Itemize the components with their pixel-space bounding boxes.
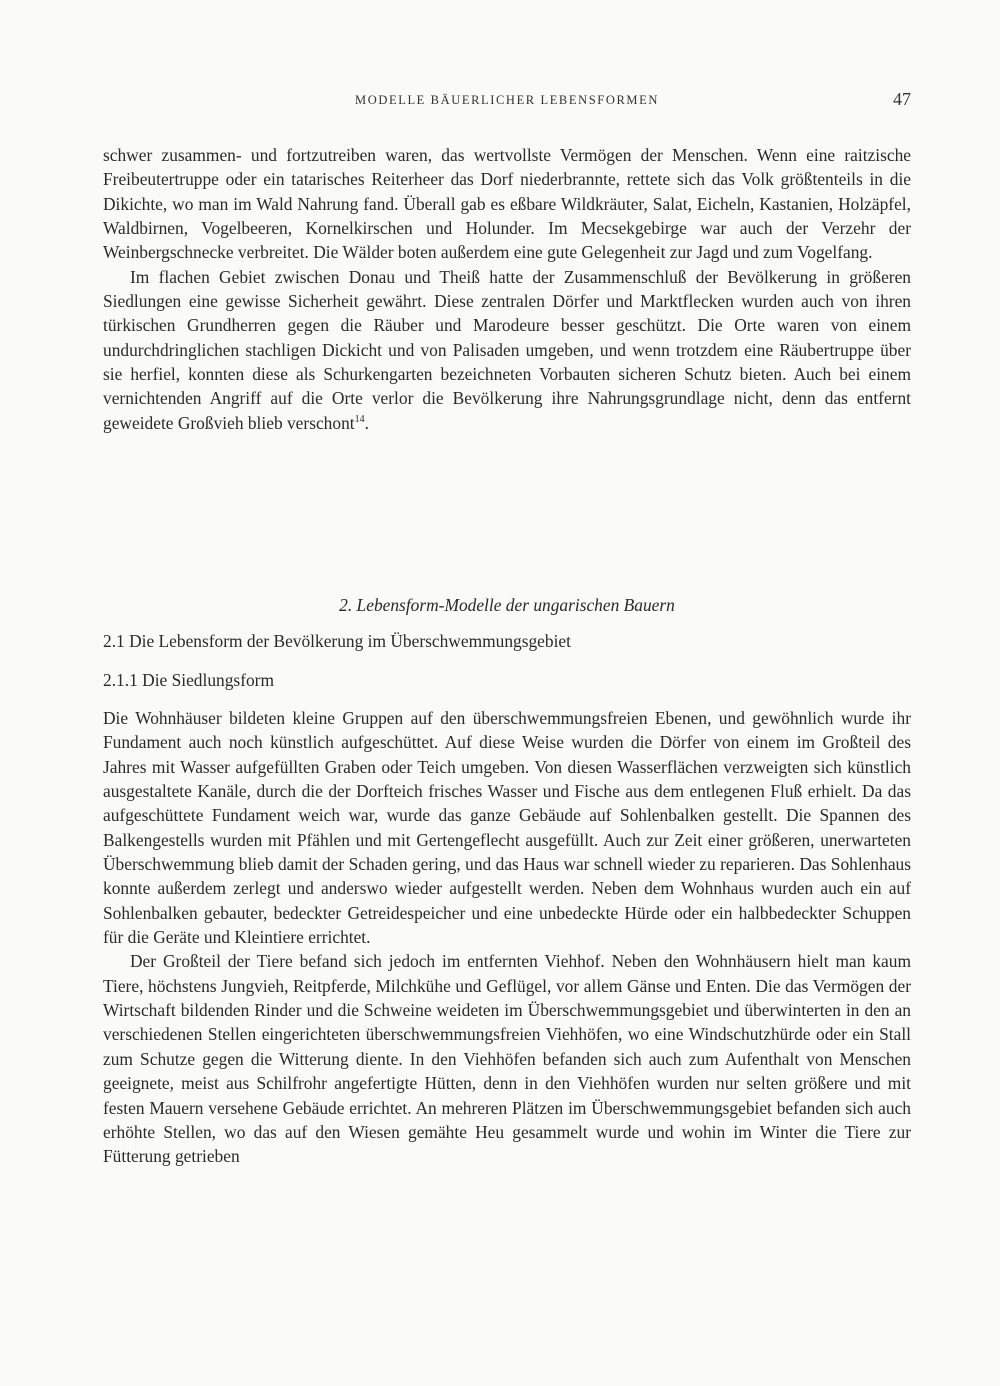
- paragraph: Der Großteil der Tiere befand sich jedoch im entfernten Viehhof. Neben den Wohnhäusern hielt man kaum Tiere, höchstens Jungvieh, Reitpferde, Milchkühe und Geflügel, vor allem Gänse und Enten. Die das Vermögen der Wirtschaft bildenden Rinder und die Schweine weideten im Überschwemmungsgebiet und überwinterten in den an verschiedenen Stellen eingerichteten überschwemmungsfreien Viehhöfen, wo eine Windschutzhürde oder ein Stall zum Schutze gegen die Witterung diente. In den Viehhöfen befanden sich auch zum Aufenthalt von Menschen geeignete, meist aus Schilfrohr angefertigte Hütten, denn in den Viehhöfen wurden nur selten größere und mit festen Mauern versehene Gebäude errichtet. An mehreren Plätzen im Überschwemmungsgebiet befanden sich auch erhöhte Stellen, wo das auf den Wiesen gemähte Heu gesammelt wurde und wohin im Winter die Tiere zur Fütterung getrieben: [103, 951, 911, 1167]
- paragraph-end: .: [364, 412, 369, 433]
- text-block-upper: [103, 143, 911, 435]
- text-block-lower: [103, 706, 911, 1169]
- paragraph: schwer zusammen- und fortzutreiben waren, das wertvollste Vermögen der Menschen. Wenn eine raitzische Freibeutertruppe oder ein tatarisches Reiterheer das Dorf niederbrannte, rettete sich das Volk größtenteils in die Dikichte, wo man im Wald Nahrung fand. Überall gab es eßbare Wildkräuter, Salat, Eicheln, Kastanien, Holzäpfel, Waldbirnen, Vogelbeeren, Kornelkirschen und Holunder. Im Mecsekgebirge war auch der Verzehr der Weinbergschnecke verbreitet. Die Wälder boten außerdem eine gute Gelegenheit zur Jagd und zum Vogelfang.: [103, 145, 911, 263]
- running-head: [103, 89, 911, 113]
- section-title: 2. Lebensform-Modelle der ungarischen Bauern: [339, 595, 675, 615]
- subsubsection-heading: 2.1.1 Die Siedlungsform: [103, 670, 274, 690]
- running-title: MODELLE BÄUERLICHER LEBENSFORMEN: [355, 93, 659, 107]
- paragraph: Die Wohnhäuser bildeten kleine Gruppen auf den überschwemmungsfreien Ebenen, und gewöhnlich wurde ihr Fundament auch noch künstlich aufgeschüttet. Auf diese Weise wurden die Dörfer von einem im Großteil des Jahres mit Wasser aufgefüllten Graben oder Teich umgeben. Von diesen Wasserflächen verzweigten sich künstlich ausgestaltete Kanäle, durch die der Dorfteich frisches Wasser und Fische aus dem entlegenen Fluß erhielt. Da das aufgeschüttete Fundament weich war, wurde das ganze Gebäude auf Sohlenbalken gestellt. Die Spannen des Balkengestells wurden mit Pfählen und mit Gertengeflecht ausgefüllt. Auch zur Zeit einer größeren, unerwarteten Überschwemmung blieb damit der Schaden gering, und das Haus war schnell wieder zu reparieren. Das Sohlenhaus konnte außerdem zerlegt und anderswo wieder aufgestellt werden. Neben dem Wohnhaus wurden auch ein auf Sohlenbalken gebauter, bedeckter Getreidespeicher und eine unbedeckte Hürde oder ein halbbedeckter Schuppen für die Geräte und Kleintiere errichtet.: [103, 708, 911, 948]
- paragraph: [103, 265, 911, 435]
- page-number: 47: [893, 89, 911, 109]
- footnote-ref: 14: [354, 413, 365, 425]
- subsection-heading: 2.1 Die Lebensform der Bevölkerung im Überschwemmungsgebiet: [103, 631, 571, 651]
- paragraph-text: Im flachen Gebiet zwischen Donau und Theiß hatte der Zusammenschluß der Bevölkerung in größeren Siedlungen eine gewisse Sicherheit gewährt. Diese zentralen Dörfer und Marktflecken wurden auch von ihren türkischen Grundherren gegen die Räuber und Marodeure besser geschützt. Die Orte waren von einem undurchdringlichen stachligen Dickicht und von Palisaden umgeben, und wenn trotzdem eine Räubertruppe über sie herfiel, konnten diese als Schurkengarten bezeichneten Vorbauten sicheren Schutz bieten. Auch bei einem vernichtenden Angriff auf die Orte verlor die Bevölkerung ihre Nahrungsgrundlage nicht, denn das entfernt geweidete Großvieh blieb verschont: [103, 266, 911, 433]
